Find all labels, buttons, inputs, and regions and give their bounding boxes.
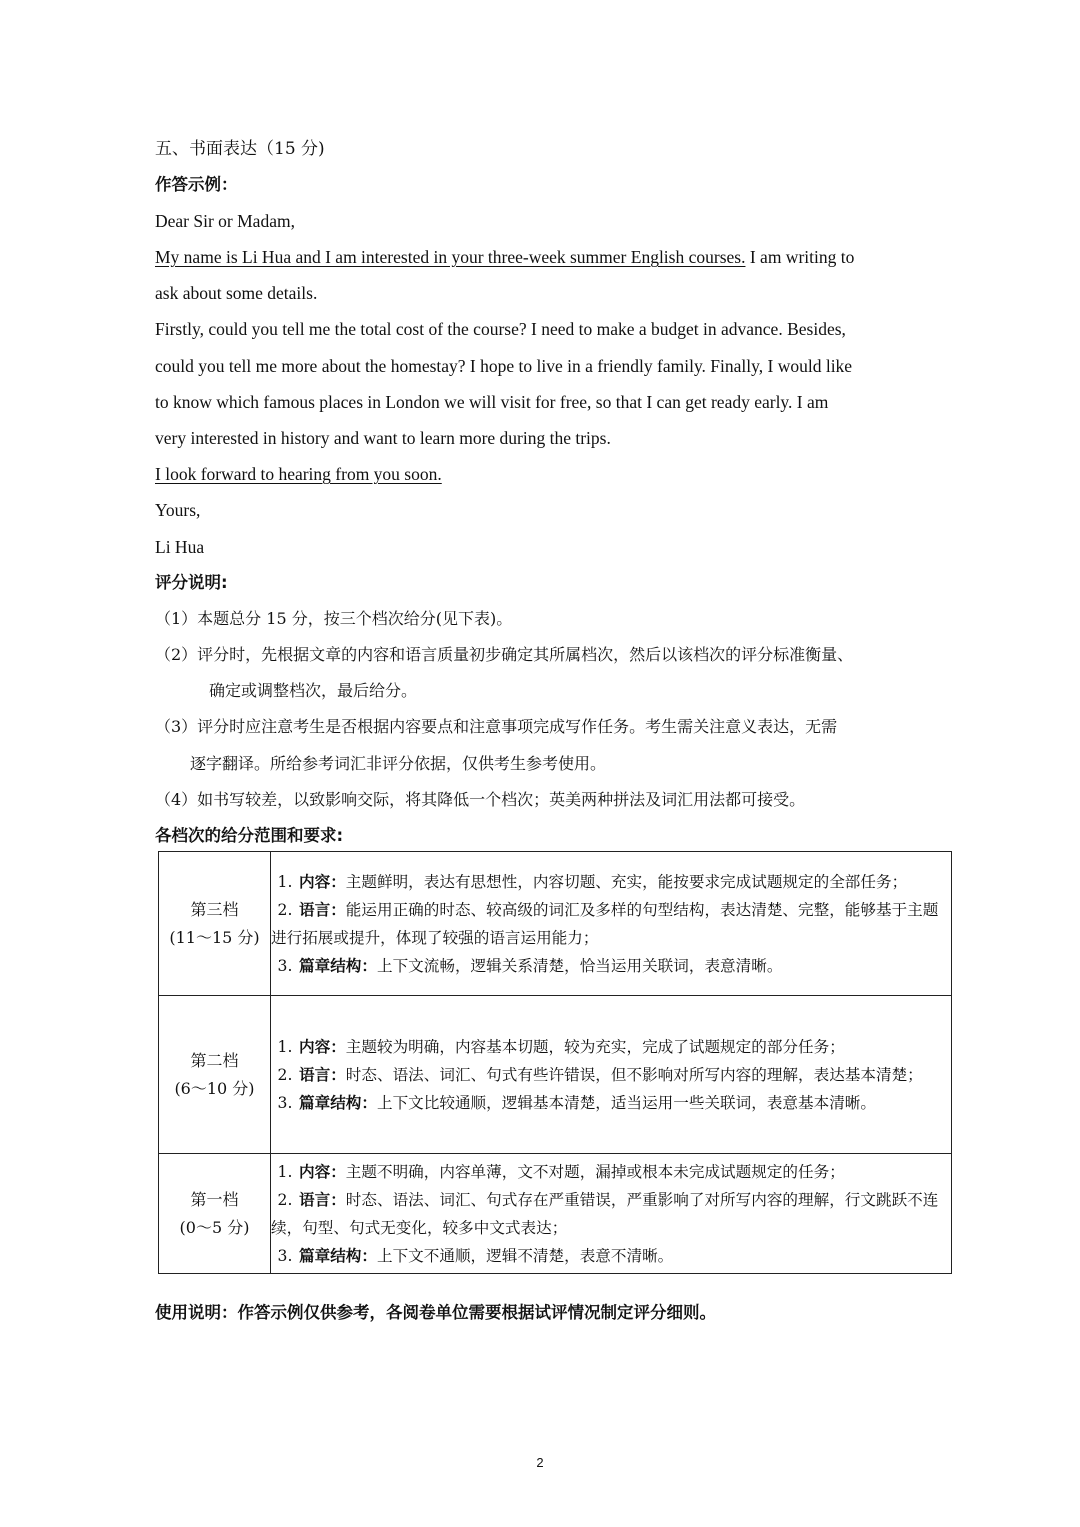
level-row-2 [159,996,952,1154]
level-cell [159,852,271,996]
rule-3-line1: （3）评分时应注意考生是否根据内容要点和注意事项完成写作任务。考生需关注意义表达，无需 [155,717,838,736]
levels-heading: 各档次的给分范围和要求: [155,826,344,845]
level-cell [159,996,271,1154]
letter-salutation: Dear Sir or Madam, [155,211,295,231]
level-name: 第二档 [190,1050,239,1070]
letter-p2-line3: to know which famous places in London we will visit for free, so that I can get ready early. I am [155,392,829,412]
grading-table [158,851,952,1274]
letter-p2-line4: very interested in history and want to learn more during the trips. [155,428,611,448]
underlined-opening: My name is Li Hua and I am interested in your three-week summer English courses. [155,247,746,267]
criterion-item: 3. 篇章结构：上下文比较通顺，逻辑基本清楚，适当运用一些关联词，表意基本清晰。 [277,1093,876,1112]
rule-3-line2: 逐字翻译。所给参考词汇非评分依据，仅供考生参考使用。 [190,754,607,773]
level-range: (11～15 分) [169,927,260,947]
scoring-heading: 评分说明: [155,573,228,592]
criterion-item: 2. 语言：时态、语法、词汇、句式存在严重错误，严重影响了对所写内容的理解，行文跳跃不连续，句型、句式无变化，较多中文式表达； [271,1190,939,1237]
level-description [271,996,952,1154]
letter-p2-line2: could you tell me more about the homestay? I hope to live in a friendly family. Finally, I would like [155,356,853,376]
criterion-item: 1. 内容：主题不明确，内容单薄，文不对题，漏掉或根本未完成试题规定的任务； [277,1162,845,1181]
level-range: (6～10 分) [174,1078,255,1098]
rule-1: （1）本题总分 15 分，按三个档次给分(见下表)。 [155,609,513,628]
letter-signoff: Yours, [155,500,201,520]
criterion-item: 3. 篇章结构：上下文流畅，逻辑关系清楚，恰当运用关联词，表意清晰。 [277,956,783,975]
rule-2-line2: 确定或调整档次，最后给分。 [209,681,418,700]
letter-p1-line2: ask about some details. [155,283,318,303]
level-cell [159,1154,271,1274]
sample-heading: 作答示例： [155,175,238,194]
rule-4: （4）如书写较差，以致影响交际，将其降低一个档次；英美两种拼法及词汇用法都可接受。 [155,790,806,809]
level-description [271,852,952,996]
level-description [271,1154,952,1274]
letter-paragraph-1 [155,246,854,268]
level-name: 第三档 [190,899,239,919]
level-row-3 [159,852,952,996]
letter-name: Li Hua [155,537,205,557]
usage-note: 使用说明：作答示例仅供参考，各阅卷单位需要根据试评情况制定评分细则。 [155,1303,716,1322]
criterion-item: 1. 内容：主题较为明确，内容基本切题，较为充实，完成了试题规定的部分任务； [277,1037,845,1056]
level-range: (0～5 分) [179,1217,250,1237]
criterion-item: 1. 内容：主题鲜明，表达有思想性，内容切题、充实，能按要求完成试题规定的全部任务； [277,872,908,891]
letter-p2-line1: Firstly, could you tell me the total cost of the course? I need to make a budget in advance. Besides, [155,319,846,339]
criterion-item: 2. 语言：时态、语法、词汇、句式有些许错误，但不影响对所写内容的理解，表达基本清楚； [277,1065,923,1084]
letter-closing: I look forward to hearing from you soon. [155,464,442,484]
criterion-item: 2. 语言：能运用正确的时态、较高级的词汇及多样的句型结构，表达清楚、完整，能够基于主题进行拓展或提升，体现了较强的语言运用能力； [271,900,939,947]
level-row-1 [159,1154,952,1274]
page-number: 2 [536,1455,544,1470]
letter-p1-rest: I am writing to [745,247,855,267]
rule-2-line1: （2）评分时，先根据文章的内容和语言质量初步确定其所属档次，然后以该档次的评分标准衡量、 [155,645,854,664]
level-name: 第一档 [190,1189,239,1209]
criterion-item: 3. 篇章结构：上下文不通顺，逻辑不清楚，表意不清晰。 [277,1246,674,1265]
section-title: 五、书面表达（15 分) [155,139,325,159]
